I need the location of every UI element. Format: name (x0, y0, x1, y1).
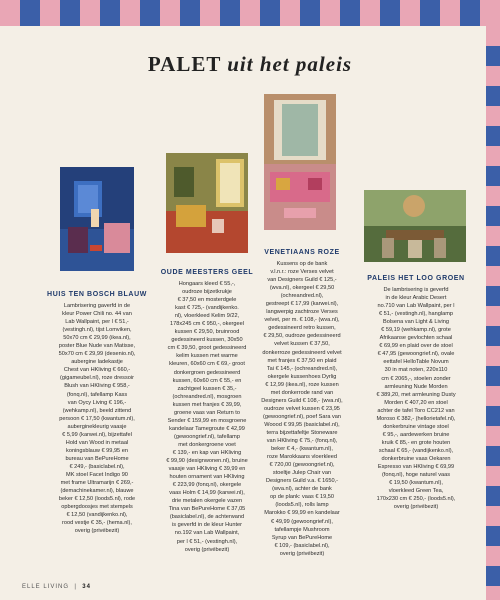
caption-pink-room: VENETIAANS ROZE Kussens op de bank v.l.n.r.: roze Verses velvet van Designers Guild € 125,- (wva.nl), okergeel € 29,50 (ochreandred.nl), gestreept € 17,99 (karwei.nl), langwerpig zachtroze Verses velvet, per m. € 108,- (wva.nl), gedessineerd retro kussen, € 29,50, oudroze gedessineerd velvet kussen € 37,50, donkerroze gedessineerd velvet met franjes € 37,50 en plaid Tai € 145,- (ochreandred.nl), okergele kussenhoes Dyrlig € 12,99 (ikea.nl), roze kussen met donkerrode rand van Designers Guild € 108,- (wva.nl), oudroze velvet kussen € 23,95 (gewoongrief.nl), poef Sara van Woood € 99,95 (basiclabel.nl), terra bijzettafeltje Stoneware van HKliving € 75,- (fonq.nl), beker € 4,- (kwantum.nl), roze Marokkaans vloerkleed € 720,00 (gewoongrief.nl), stoeltje Julep Chair van Designers Guild v.a. € 1650,- (wva.nl), achter de bank op de plank: vaas € 19,50 (loods5.nl), rolls lamp Marokko € 99,99 en kandelaar € 49,99 (gewoongrief.nl), tafellampje Mushroom Syrup van BePureHome € 109,- (basiclabel.nl), overig (privébezit) (246, 248, 358, 558)
photo-pink-room (264, 94, 336, 230)
title-italic: uit het paleis (227, 52, 353, 76)
caption-heading: HUIS TEN BOSCH BLAUW (47, 291, 147, 298)
caption-heading: VENETIAANS ROZE (264, 249, 340, 256)
side-stripe-border (486, 26, 500, 600)
caption-blue-room: HUIS TEN BOSCH BLAUW Lambrisering gaverfd in de kleur Power Chili no. 44 van Lab Wallpaint, per l € 51,- (vestingh.nl), tijst Lomviken, 50x70 cm € 29,99 (ikea.nl), poster Blue Nude van Matisse, 50x70 cm € 29,99 (desenio.nl), aubergine ladekastje Chest van HKliving € 660,- (gigameubel.nl), roze dressoir Blush van HKliving € 958,- (fonq.nl), tafellamp Kass van Oycy Living € 196,- (wehkamp.nl), beeld zittend persoon € 17,50 (kwantum.nl), auberginekleurig vaasje € 5,99 (karwei.nl), bijzettafel Hold van Wood in metaal koningsblauw € 99,95 en bureau van BePureHome € 249,- (basiclabel.nl), MK stoel Facet Indigo 90 met frame Ultramarijn € 269,- (demachinekamer.nl), blauwe beker € 12,50 (loods5.nl), rode opbergdoosjes met stempels € 12,50 (vandijkenko.nl), rood vestje € 35,- (hema.nl), overig (privébezit) (41, 290, 153, 535)
photo-blue-room (60, 167, 134, 271)
top-stripe-border (0, 0, 500, 26)
magazine-brand: ELLE LIVING (22, 584, 70, 590)
title-main: PALET (147, 52, 221, 76)
photo-green-room (364, 190, 466, 262)
page-number: 34 (82, 584, 91, 590)
caption-green-room: PALEIS HET LOO GROEN De lambrisering is geverfd in de kleur Arabic Desert no.710 van Lab Wallpaint, per l € 51,- (vestingh.nl), hanglamp Bolsena van Light & Living € 59,19 (wehkamp.nl), grote Afrikaanse gevlochten schaal € 69,99 en plaid over de stoel € 47,95 (gewoongrief.nl), ovale eettafel HelloTable Novum 30 in mat noten, 220x110 cm € 2065,-, stoelen zonder armleuning Nude Morden € 389,20, met armleuning Dusty Morden € 407,20 en stoel achter de tafel Toro CC212 van Moroso € 382,- (hellorietafel.nl), donkerbruine vintage stoel € 95,-, aardewerken bruine kruik € 85,- en grote houten schaal € 65,- (vandijkenko.nl), donkerbruine vaas Oekaren Espresso van HKliving € 69,99 (fonq.nl), hoge naturel vaas € 19,50 (kwantum.nl), vloerkleed Green Tea, 170x230 cm € 250,- (loods5.nl), overig (privébezit) (362, 274, 470, 511)
caption-heading: PALEIS HET LOO GROEN (367, 275, 465, 282)
caption-heading: OUDE MEESTERS GEEL (160, 269, 254, 276)
caption-yellow-room: OUDE MEESTERS GEEL Hongaars kleed € 55,-, oudroze bijzetkrukje € 37,50 en mosterdgele kast € 725,- (vandijkenko. nl), vloerkleed Kelim 9/22, 178x245 cm € 950,-, okergeel kussen € 29,50, bruinrood gedessineerd kussen, 30x50 cm € 39,50, groot gedessineerd kelim kussen met warme kleuren, 60x60 cm € 69,- groot donkergroen gedessineerd kussen, 60x60 cm € 55,- en zachtgeel kussen € 35,- (ochreandred.nl), mosgroen kussen met franjes € 39,99, groene vaas van Return to Sender € 159,99 en mosgroene kandelaar Tamegroute € 42,99 (gewoongrief.nl), tafellamp met donkergroene voet € 139,- en kap van HKliving € 99,90 (designwonen.nl), bruine vaasje van HKliving € 39,99 en houten ornament van HKliving € 223,99 (fonq.nl), okergele vaas Holm € 14,99 (karwei.nl), drie metalen okergele vazen Tina van BePureHome € 37,05 (basiclabel.nl), de achterwand is geverfd in de kleur Hunter no.192 van Lab Wallpaint, per l € 51,- (vestingh.nl), overig (privébezit) (151, 268, 263, 554)
page-title (0, 52, 500, 77)
page-footer: ELLE LIVING | 34 (22, 584, 91, 590)
photo-yellow-room (166, 153, 248, 253)
